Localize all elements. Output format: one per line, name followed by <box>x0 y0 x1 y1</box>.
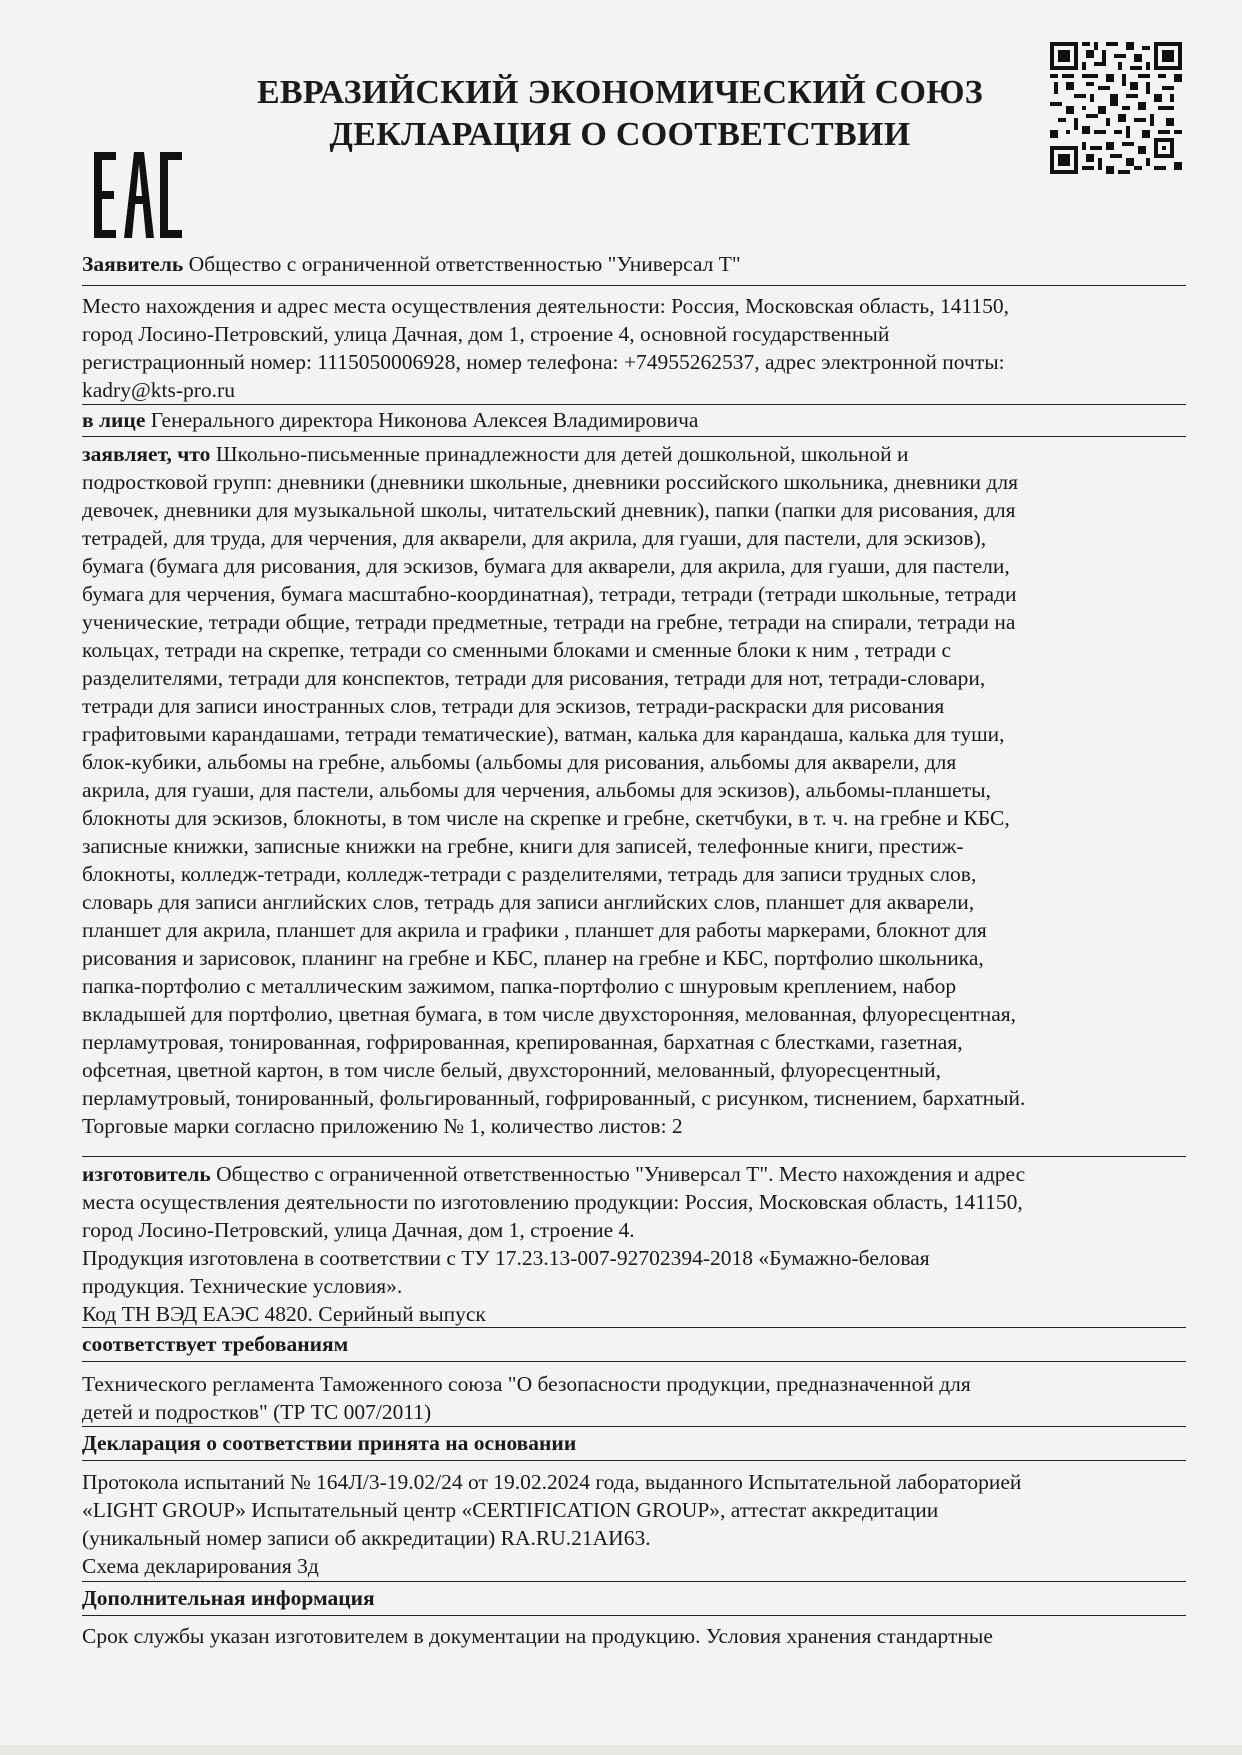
product-line: блокноты для эскизов, блокноты, в том числе на скрепке и гребне, скетчбуки, в т. ч. на гребне и КБС, <box>82 806 1010 830</box>
product-line: записные книжки, записные книжки на гребне, книги для записей, телефонные книги, престиж- <box>82 834 964 858</box>
address-line: регистрационный номер: 1115050006928, номер телефона: +74955262537, адрес электронной почты: <box>82 350 1005 374</box>
divider <box>82 1581 1186 1582</box>
manufacturer-label: изготовитель <box>82 1162 211 1186</box>
product-line: акрила, для гуаши, для пастели, альбомы для черчения, альбомы для эскизов), альбомы-планшеты, <box>82 778 991 802</box>
divider <box>82 1460 1186 1461</box>
basis-line: (уникальный номер записи об аккредитации) RA.RU.21АИ63. <box>82 1526 651 1550</box>
product-line: тетрадей, для труда, для черчения, для акварели, для акрила, для гуаши, для пастели, для эскизов), <box>82 526 987 550</box>
product-line: перламутровая, тонированная, гофрированная, крепированная, бархатная с блестками, газетная, <box>82 1030 963 1054</box>
product-line: подростковой групп: дневники (дневники школьные, дневники российского школьника, дневники для <box>82 470 1018 494</box>
divider <box>82 1426 1186 1427</box>
divider <box>82 1327 1186 1328</box>
manufacturer-text: места осуществления деятельности по изготовлению продукции: Россия, Московская область, 141150, <box>82 1190 1023 1214</box>
scan-edge <box>0 1745 1242 1755</box>
declares-line-1 <box>82 440 1186 468</box>
manufacturer-code: Код ТН ВЭД ЕАЭС 4820. Серийный выпуск <box>82 1302 486 1326</box>
product-line: офсетная, цветной картон, в том числе белый, двухсторонний, мелованный, флуоресцентный, <box>82 1058 941 1082</box>
applicant-value: Общество с ограниченной ответственностью "Универсал Т" <box>188 252 741 276</box>
requirements-label: соответствует требованиям <box>82 1332 349 1356</box>
product-line: папка-портфолио с металлическим зажимом, папка-портфолио с шнуровым креплением, набор <box>82 974 957 998</box>
declares-section <box>82 440 1186 1140</box>
eac-logo <box>94 152 182 238</box>
product-line: бумага для черчения, бумага масштабно-координатная), тетради, тетради (тетради школьные, тетради <box>82 582 1017 606</box>
divider <box>82 285 1186 286</box>
product-line: планшет для акрила, планшет для акрила и графики , планшет для работы маркерами, блокнот для <box>82 918 987 942</box>
additional-label: Дополнительная информация <box>82 1586 375 1610</box>
product-line: перламутровый, тонированный, фольгированный, гофрированный, с рисунком, тиснением, бархатный. <box>82 1086 1026 1110</box>
product-line: вкладышей для портфолио, цветная бумага, в том числе двухсторонняя, мелованная, флуоресцентная, <box>82 1002 1017 1026</box>
manufacturer-text: Общество с ограниченной ответственностью "Универсал Т". Место нахождения и адрес <box>216 1162 1026 1186</box>
divider <box>82 436 1186 437</box>
basis-text <box>82 1468 1186 1580</box>
product-line: бумага (бумага для рисования, для эскизов, бумага для акварели, для акрила, для гуаши, для пастели, <box>82 554 1010 578</box>
additional-heading <box>82 1584 1186 1612</box>
requirements-line: Технического регламента Таможенного союза "О безопасности продукции, предназначенной для <box>82 1372 971 1396</box>
title-line-2: ДЕКЛАРАЦИЯ О СООТВЕТСТВИИ <box>329 116 911 153</box>
additional-line: Срок службы указан изготовителем в документации на продукцию. Условия хранения стандартные <box>82 1624 993 1648</box>
representative-row <box>82 406 1186 434</box>
declares-label: заявляет, что <box>82 442 211 466</box>
qr-code-icon <box>1050 42 1182 174</box>
manufacturer-text: город Лосино-Петровский, улица Дачная, дом 1, строение 4. <box>82 1218 635 1242</box>
applicant-label: Заявитель <box>82 252 184 276</box>
manufacturer-section <box>82 1160 1186 1328</box>
product-line: графитовыми карандашами, тетради тематические), ватман, калька для карандаша, калька для туши, <box>82 722 1005 746</box>
basis-label: Декларация о соответствии принята на основании <box>82 1431 577 1455</box>
representative-label: в лице <box>82 408 146 432</box>
basis-line: Протокола испытаний № 164Л/3-19.02/24 от 19.02.2024 года, выданного Испытательной лабораторией <box>82 1470 1022 1494</box>
product-line: блок-кубики, альбомы на гребне, альбомы (альбомы для рисования, альбомы для акварели, для <box>82 750 957 774</box>
address-email: kadry@kts-pro.ru <box>82 378 235 402</box>
basis-heading <box>82 1429 1186 1457</box>
additional-text <box>82 1622 1186 1650</box>
divider <box>82 1156 1186 1157</box>
basis-line: «LIGHT GROUP» Испытательный центр «CERTIFICATION GROUP», аттестат аккредитации <box>82 1498 939 1522</box>
divider <box>82 404 1186 405</box>
divider <box>82 1615 1186 1616</box>
document-title <box>240 72 1000 156</box>
address-line: город Лосино-Петровский, улица Дачная, дом 1, строение 4, основной государственный <box>82 322 890 346</box>
divider <box>82 1361 1186 1362</box>
requirements-heading <box>82 1330 1186 1358</box>
manufacturer-line-1 <box>82 1160 1186 1188</box>
product-line: кольцах, тетради на скрепке, тетради со сменными блоками и сменные блоки к ним , тетради с <box>82 638 952 662</box>
trademarks-line: Торговые марки согласно приложению № 1, количество листов: 2 <box>82 1114 683 1138</box>
basis-scheme: Схема декларирования 3д <box>82 1554 319 1578</box>
product-line: блокноты, колледж-тетради, колледж-тетради с разделителями, тетрадь для записи трудных слов, <box>82 862 977 886</box>
product-line: словарь для записи английских слов, тетрадь для записи английских слов, планшет для акварели, <box>82 890 975 914</box>
manufacturer-spec: Продукция изготовлена в соответствии с ТУ 17.23.13-007-92702394-2018 «Бумажно-беловая <box>82 1246 930 1270</box>
applicant-row <box>82 250 1186 278</box>
address-line: Место нахождения и адрес места осуществления деятельности: Россия, Московская область, 141150, <box>82 294 1010 318</box>
manufacturer-spec: продукция. Технические условия». <box>82 1274 403 1298</box>
product-line: разделителями, тетради для конспектов, тетради для рисования, тетради для нот, тетради-словари, <box>82 666 986 690</box>
requirements-line: детей и подростков" (ТР ТС 007/2011) <box>82 1400 432 1424</box>
product-line: Школьно-письменные принадлежности для детей дошкольной, школьной и <box>215 442 909 466</box>
product-line: тетради для записи иностранных слов, тетради для эскизов, тетради-раскраски для рисования <box>82 694 945 718</box>
applicant-address <box>82 292 1186 404</box>
title-line-1: ЕВРАЗИЙСКИЙ ЭКОНОМИЧЕСКИЙ СОЮЗ <box>256 74 984 111</box>
product-line: рисования и зарисовок, планинг на гребне и КБС, планер на гребне и КБС, портфолио школьника, <box>82 946 984 970</box>
requirements-text <box>82 1370 1186 1426</box>
product-line: девочек, дневники для музыкальной школы, читательский дневник), папки (папки для рисования, для <box>82 498 1016 522</box>
representative-value: Генерального директора Никонова Алексея Владимировича <box>150 408 699 432</box>
product-line: ученические, тетради общие, тетради предметные, тетради на гребне, тетради на спирали, тетради на <box>82 610 1016 634</box>
